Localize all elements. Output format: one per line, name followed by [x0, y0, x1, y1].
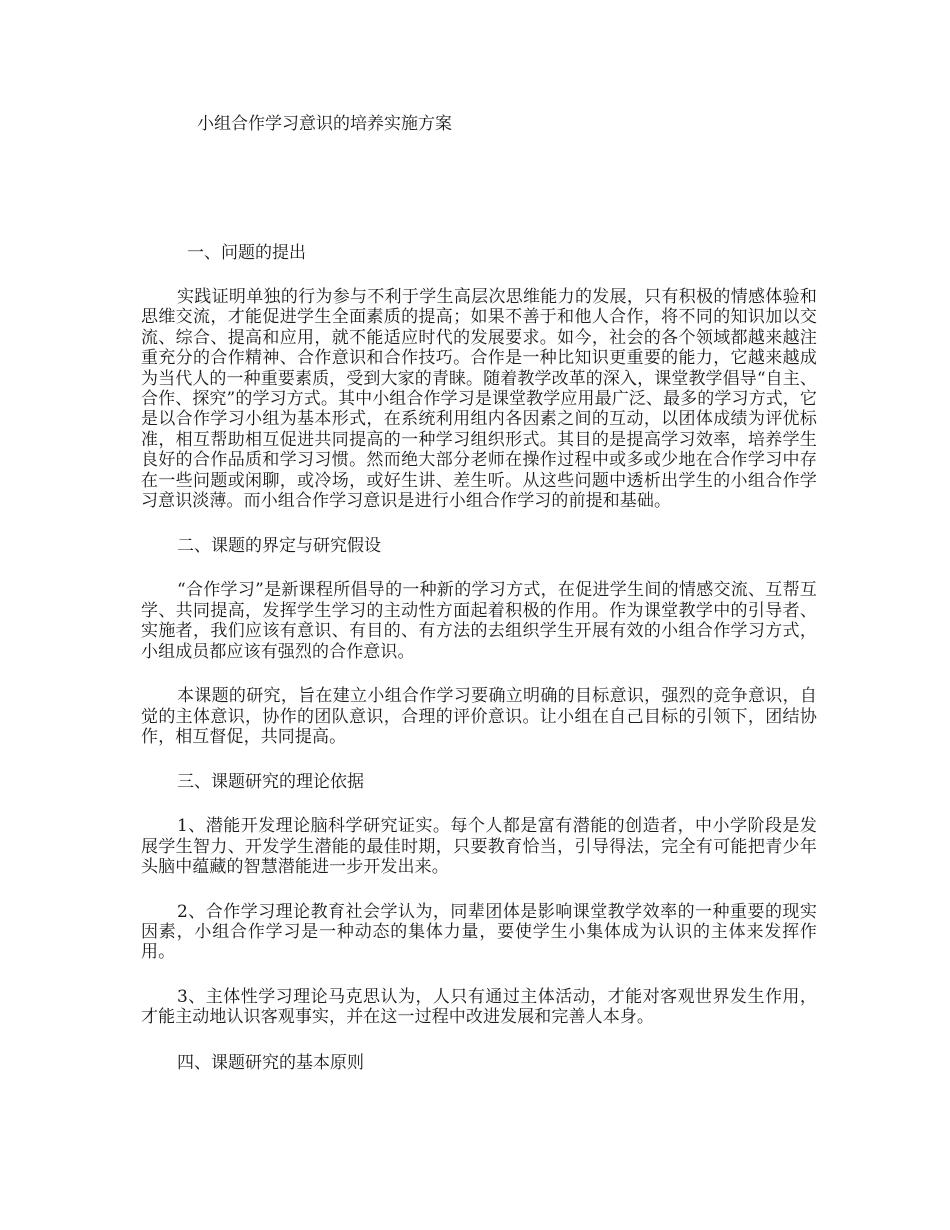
document-body — [141, 242, 817, 1074]
section-3-paragraph-2: 2、合作学习理论教育社会学认为，同辈团体是影响课堂教学效率的一种重要的现实因素，小组合作学习是一种动态的集体力量，要使学生小集体成为认识的主体来发挥作用。 — [141, 901, 817, 963]
section-heading-2: 二、课题的界定与研究假设 — [177, 536, 381, 557]
section-heading-3: 三、课题研究的理论依据 — [177, 772, 364, 793]
document-title: 小组合作学习意识的培养实施方案 — [197, 114, 452, 134]
section-2-paragraph-1: “合作学习”是新课程所倡导的一种新的学习方式，在促进学生间的情感交流、互帮互学、共同提高，发挥学生学习的主动性方面起着积极的作用。作为课堂教学中的引导者、实施者，我们应该有意识、有目的、有方法的去组织学生开展有效的小组合作学习方式，小组成员都应该有强烈的合作意识。 — [141, 580, 817, 662]
section-heading-4: 四、课题研究的基本原则 — [177, 1052, 364, 1073]
section-3-paragraph-3: 3、主体性学习理论马克思认为，人只有通过主体活动，才能对客观世界发生作用，才能主动地认识客观事实，并在这一过程中改进发展和完善人本身。 — [141, 986, 817, 1028]
section-2-paragraph-2: 本课题的研究，旨在建立小组合作学习要确立明确的目标意识，强烈的竞争意识，自觉的主体意识，协作的团队意识，合理的评价意识。让小组在自己目标的引领下，团结协作，相互督促，共同提高。 — [141, 686, 817, 747]
section-3-paragraph-1: 1、潜能开发理论脑科学研究证实。每个人都是富有潜能的创造者，中小学阶段是发展学生智力、开发学生潜能的最佳时期，只要教育恰当，引导得法，完全有可能把青少年头脑中蕴藏的智慧潜能进一步开发出来。 — [141, 816, 817, 878]
section-heading-1: 一、问题的提出 — [187, 243, 306, 263]
section-1-paragraph-1: 实践证明单独的行为参与不利于学生高层次思维能力的发展，只有积极的情感体验和思维交流，才能促进学生全面素质的提高；如果不善于和他人合作，将不同的知识加以交流、综合、提高和应用，就不能适应时代的发展要求。如今，社会的各个领域都越来越注重充分的合作精神、合作意识和合作技巧。合作是一种比知识更重要的能力，它越来越成为当代人的一种重要素质，受到大家的青睐。随着教学改革的深入，课堂教学倡导“自主、合作、探究”的学习方式。其中小组合作学习是课堂教学应用最广泛、最多的学习方式，它是以合作学习小组为基本形式，在系统利用组内各因素之间的互动，以团体成绩为评优标准，相互帮助相互促进共同提高的一种学习组织形式。其目的是提高学习效率，培养学生良好的合作品质和学习习惯。然而绝大部分老师在操作过程中或多或少地在合作学习中存在一些问题或闲聊，或冷场，或好生讲、差生听。从这些问题中透析出学生的小组合作学习意识淡薄。而小组合作学习意识是进行小组合作学习的前提和基础。 — [141, 287, 817, 512]
